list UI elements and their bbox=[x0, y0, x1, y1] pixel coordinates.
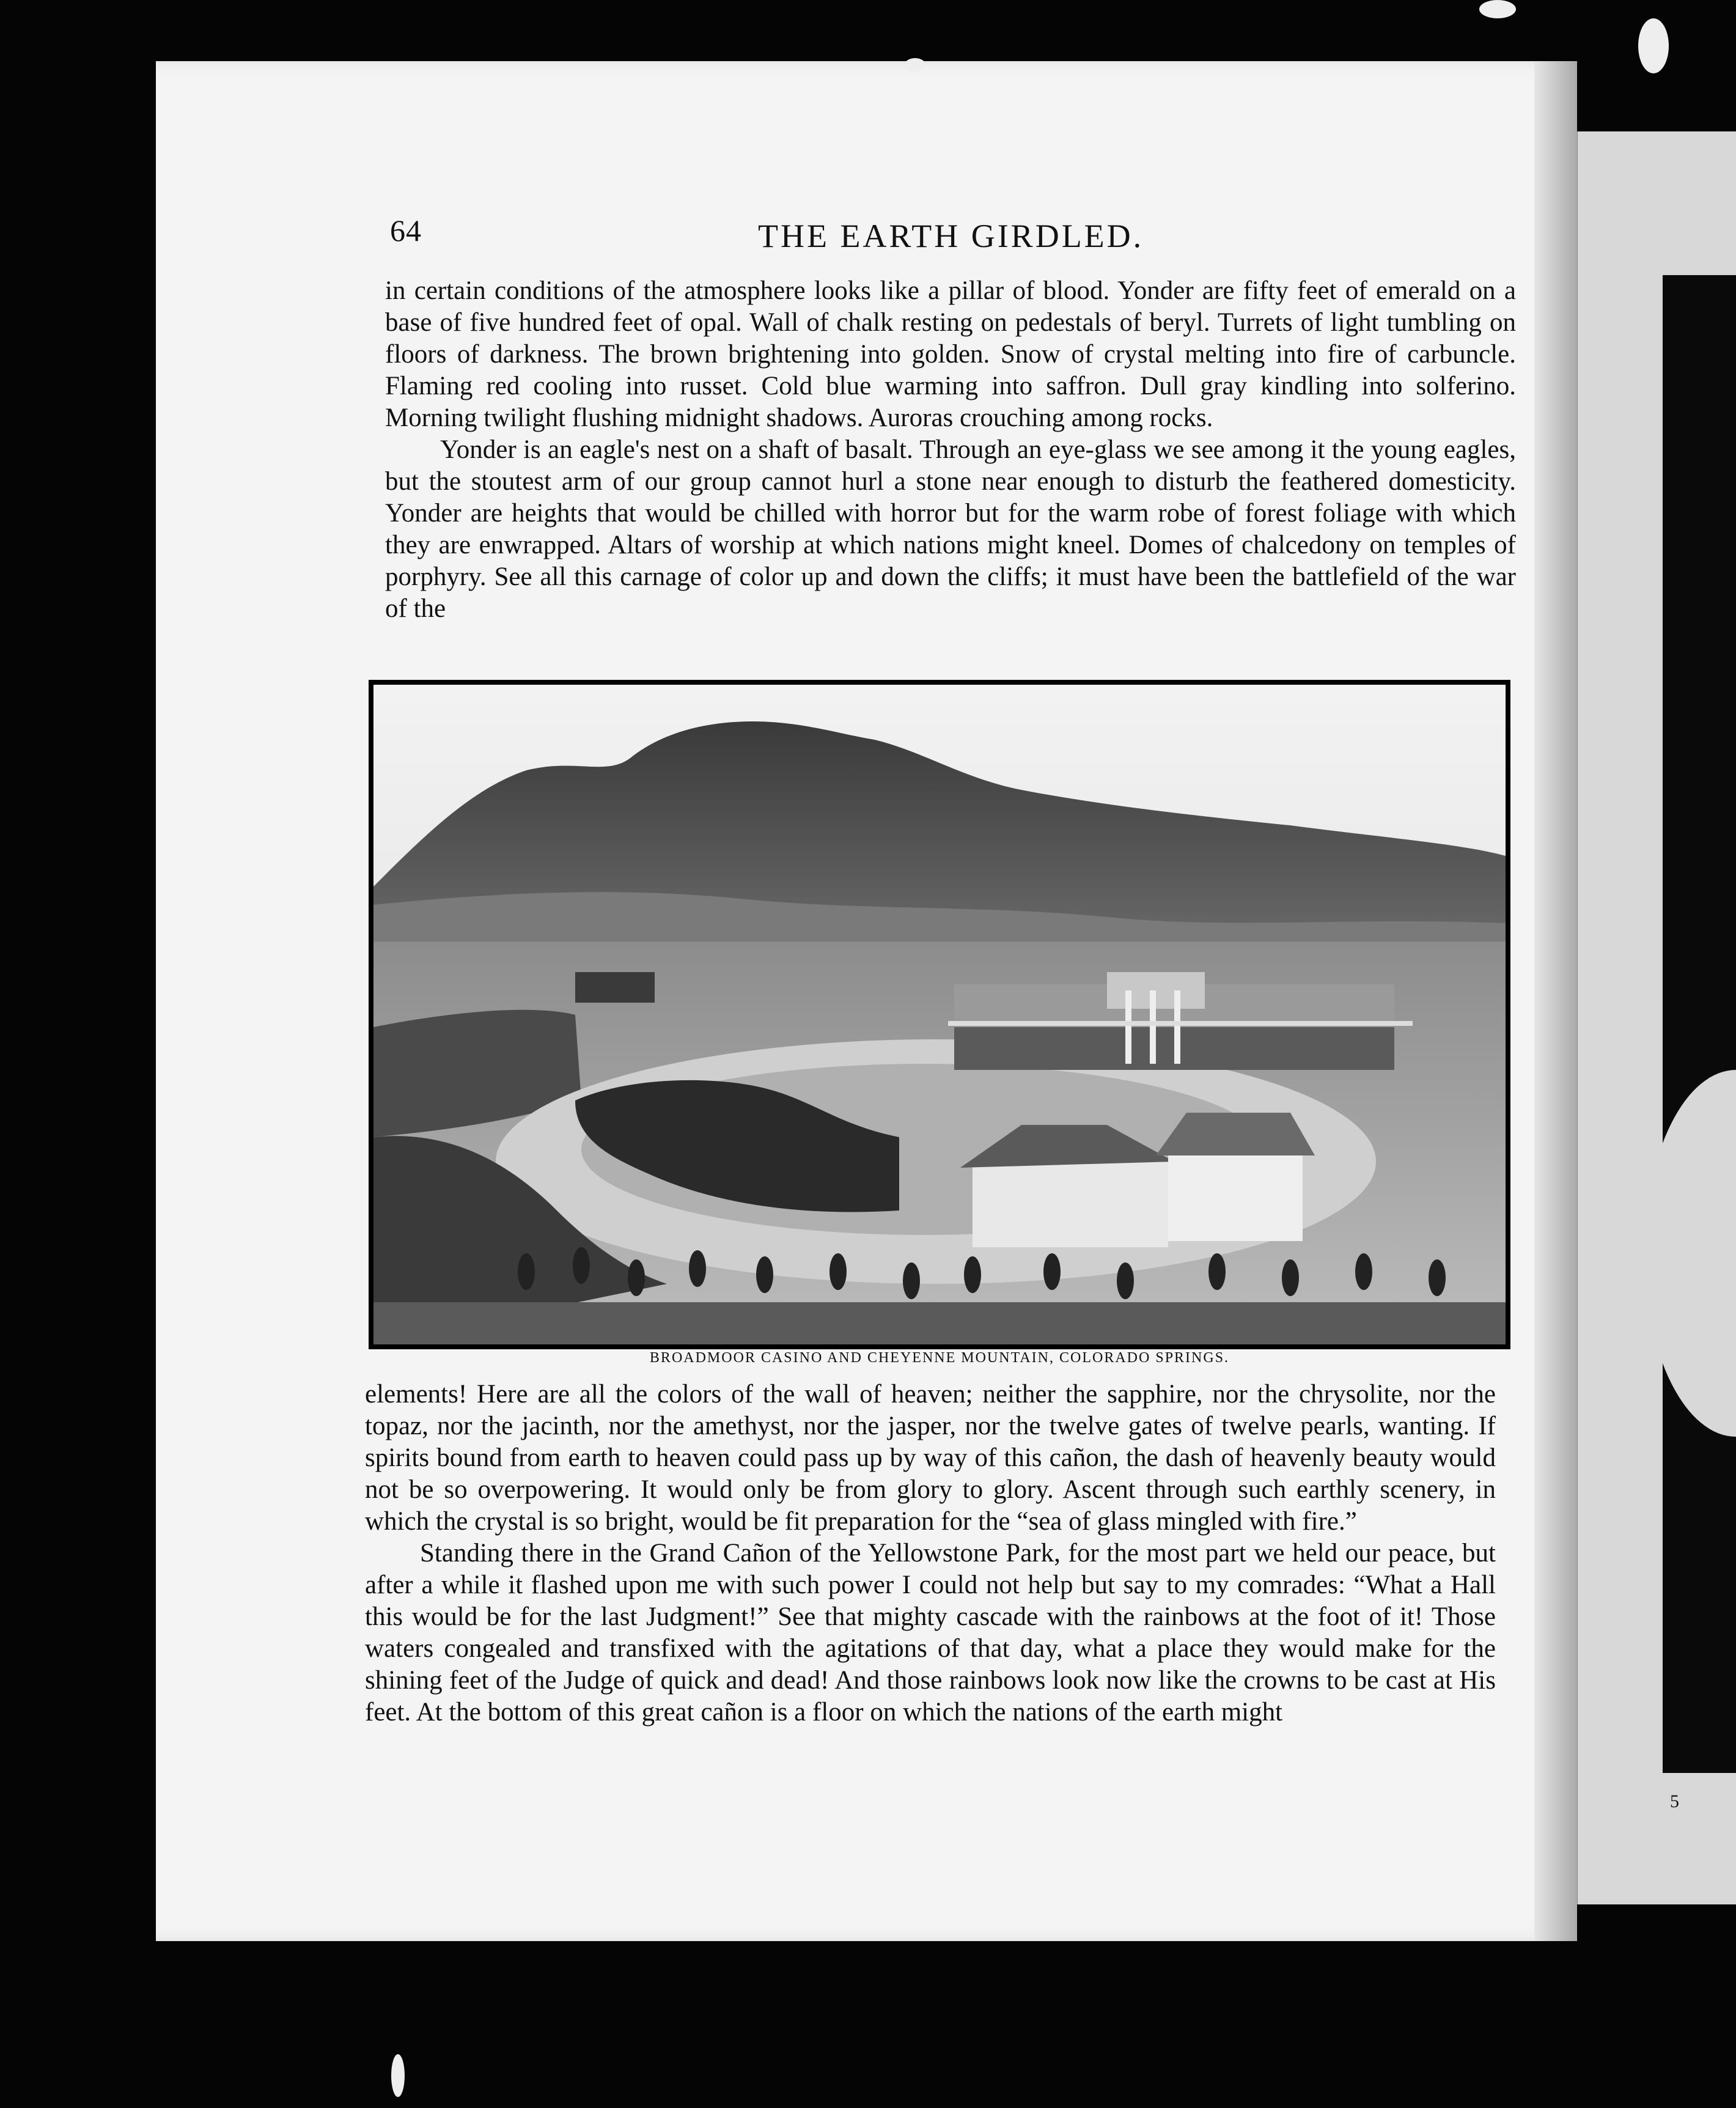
scan-speck bbox=[391, 2054, 405, 2097]
page-gutter-shadow bbox=[1534, 61, 1577, 1941]
scan-speck bbox=[905, 58, 925, 72]
paragraph: Standing there in the Grand Cañon of the Yellowstone Park, for the most part we held our peace, but after a while it flashed upon me with such power I could not help but say to my comrades: “What a Hall this would be for the last Judgment!” See that mighty cascade with the rainbows at the foot of it! Those waters congealed and transfixed with the agitations of that day, what a place they would make for the shining feet of the Judge of quick and dead! And those rainbows look now like the crowns to be cast at His feet. At the bottom of this great cañon is a floor on which the nations of the earth might bbox=[365, 1539, 1496, 1727]
adjacent-page-number: 5 bbox=[1670, 1791, 1679, 1811]
photograph-plate bbox=[369, 680, 1510, 1349]
adjacent-page-photo bbox=[1663, 275, 1736, 1773]
lower-text bbox=[365, 1379, 1496, 1728]
scan-speck bbox=[1479, 0, 1516, 18]
paragraph: elements! Here are all the colors of the wall of heaven; neither the sapphire, nor the chrysolite, nor the topaz, nor the jacinth, nor the amethyst, nor the jasper, nor the twelve gates of twelve pearls, wanting. If spirits bound from earth to heaven could pass up by way of this cañon, the dash of heavenly beauty would not be so overpowering. It would only be from glory to glory. Ascent through such earthly scenery, in which the crystal is so bright, would be fit preparation for the “sea of glass mingled with fire.” bbox=[365, 1380, 1496, 1536]
page-number: 64 bbox=[390, 213, 422, 248]
scan-speck bbox=[1638, 18, 1669, 73]
plate-caption: BROADMOOR CASINO AND CHEYENNE MOUNTAIN, COLORADO SPRINGS. bbox=[649, 1350, 1230, 1366]
paragraph: in certain conditions of the atmosphere looks like a pillar of blood. Yonder are fifty feet of emerald on a base of five hundred feet of opal. Wall of chalk resting on pedestals of beryl. Turrets of light tumbling on floors of darkness. The brown brightening into golden. Snow of crystal melting into fire of carbuncle. Flaming red cooling into russet. Cold blue warming into saffron. Dull gray kindling into solferino. Morning twilight flushing midnight shadows. Auroras crouching among rocks. bbox=[385, 276, 1516, 432]
running-head: THE EARTH GIRDLED. bbox=[758, 218, 1144, 254]
paragraph: Yonder is an eagle's nest on a shaft of basalt. Through an eye-glass we see among it the young eagles, but the stoutest arm of our group cannot hurl a stone near enough to disturb the feathered domesticity. Yonder are heights that would be chilled with horror but for the warm robe of forest foliage with which they are enwrapped. Altars of worship at which nations might kneel. Domes of chalcedony on temples of porphyry. See all this carnage of color up and down the cliffs; it must have been the battlefield of the war of the bbox=[385, 435, 1516, 623]
upper-text bbox=[385, 275, 1516, 625]
broadmoor-casino-photograph bbox=[373, 685, 1506, 1344]
